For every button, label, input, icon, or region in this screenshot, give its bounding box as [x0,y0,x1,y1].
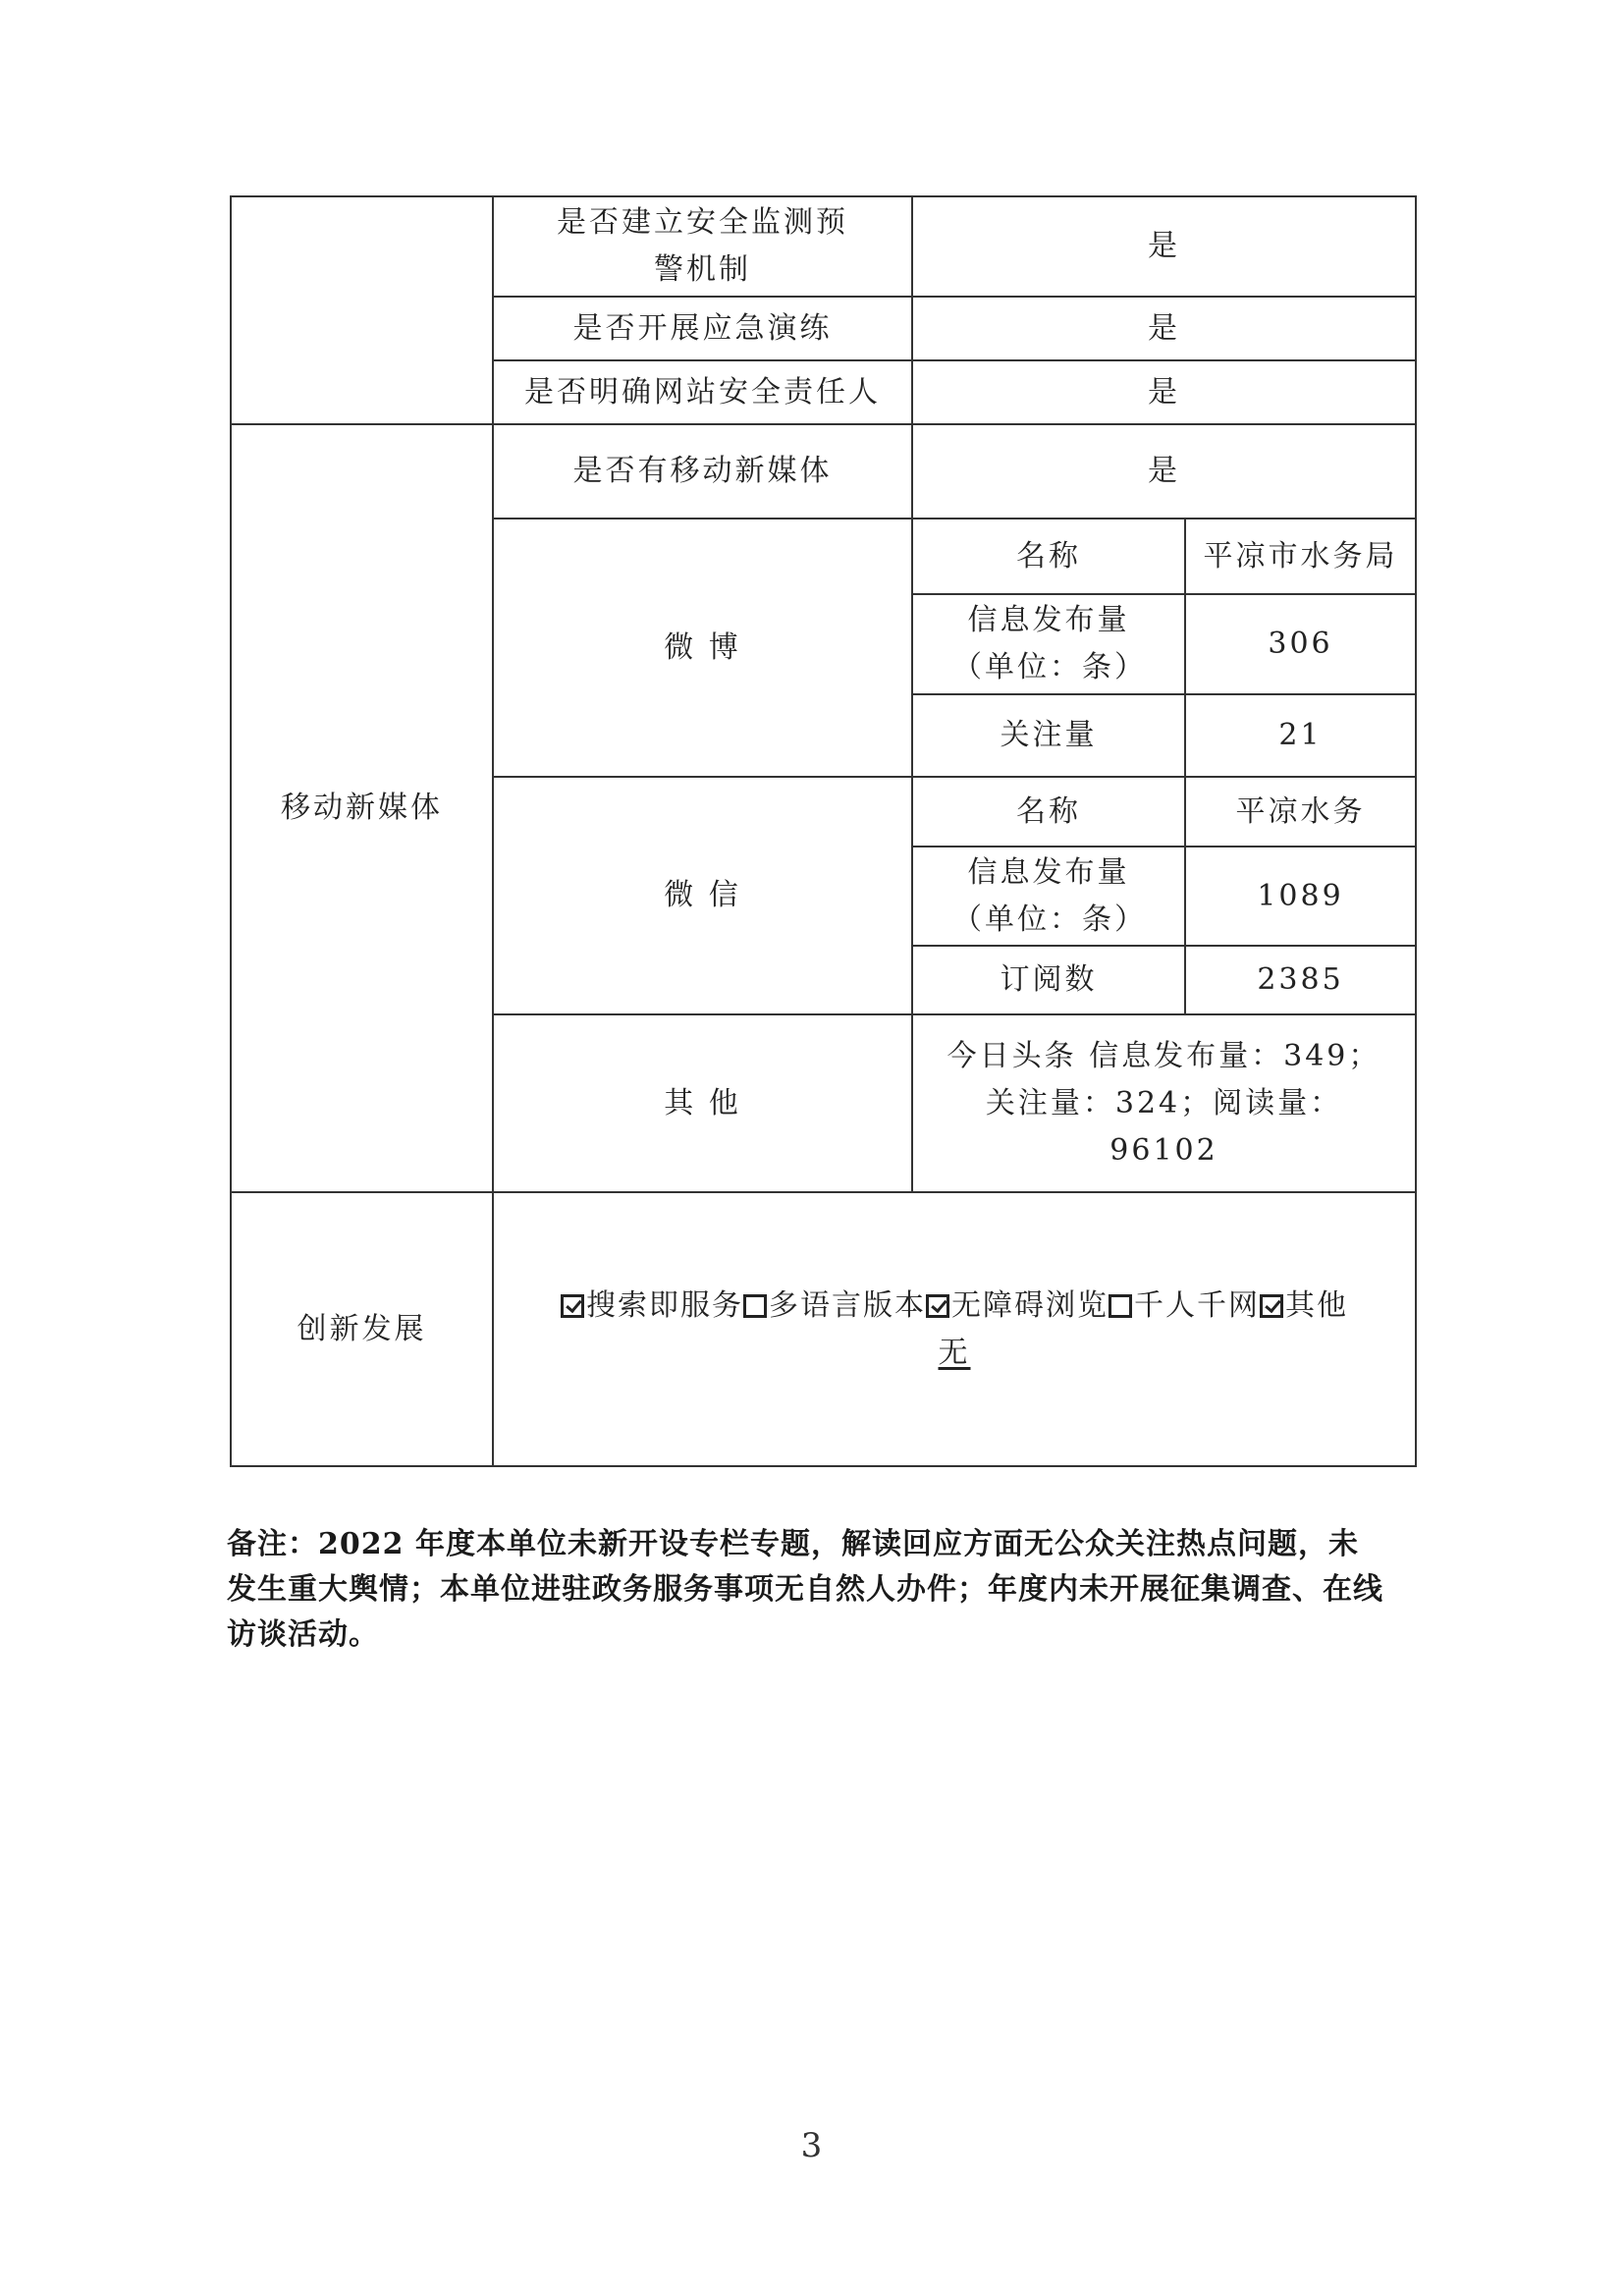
wechat-name-label: 名称 [912,777,1185,847]
checked-box-icon[interactable] [926,1294,949,1318]
monitoring-value: 是 [912,196,1416,297]
weibo-followers-label: 关注量 [912,694,1185,777]
checked-box-icon[interactable] [1260,1294,1283,1318]
innovation-category: 创新发展 [231,1192,493,1466]
remark-note: 备注：2022 年度本单位未新开设专栏专题，解读回应方面无公众关注热点问题，未发生重大舆情；本单位进驻政务服务事项无自然人办件；年度内未开展征集调查、在线访谈活动。 [227,1527,1383,1652]
option-label: 千人千网 [1134,1287,1260,1323]
table-row [231,424,1416,519]
drill-value: 是 [912,297,1416,360]
weibo-name-label: 名称 [912,519,1185,594]
wechat-subscribers-label: 订阅数 [912,946,1185,1014]
option-label: 无障碍浏览 [951,1287,1109,1323]
innovation-option [743,1288,926,1323]
has-mobile-media-value: 是 [912,424,1416,519]
drill-label: 是否开展应急演练 [493,297,912,360]
has-mobile-media-label: 是否有移动新媒体 [493,424,912,519]
checked-box-icon[interactable] [561,1294,584,1318]
table-row [231,196,1416,297]
wechat-posts-value: 1089 [1185,847,1416,946]
innovation-options [493,1192,1416,1466]
page-number: 3 [800,2126,823,2165]
innovation-option [1260,1288,1348,1323]
option-label: 多语言版本 [769,1287,926,1323]
wechat-posts-label: 信息发布量（单位：条） [912,847,1185,946]
mobile-media-category: 移动新媒体 [231,424,493,1192]
security-owner-label: 是否明确网站安全责任人 [493,360,912,424]
table-row [231,1192,1416,1466]
option-label: 其他 [1285,1287,1348,1323]
innovation-option [561,1288,743,1323]
security-owner-value: 是 [912,360,1416,424]
weibo-posts-label: 信息发布量（单位：条） [912,594,1185,694]
security-category-cell [231,196,493,424]
unchecked-box-icon[interactable] [1109,1294,1132,1318]
wechat-label: 微 信 [493,777,912,1014]
weibo-posts-value: 306 [1185,594,1416,694]
wechat-subscribers-value: 2385 [1185,946,1416,1014]
wechat-name-value: 平凉水务 [1185,777,1416,847]
innovation-other-value: 无 [938,1335,971,1370]
option-label: 搜索即服务 [586,1287,743,1323]
other-media-value: 今日头条 信息发布量：349；关注量：324；阅读量：96102 [912,1014,1416,1192]
weibo-label: 微 博 [493,519,912,777]
innovation-option [926,1288,1109,1323]
innovation-option [1109,1288,1260,1323]
unchecked-box-icon[interactable] [743,1294,767,1318]
weibo-name-value: 平凉市水务局 [1185,519,1416,594]
monitoring-label: 是否建立安全监测预警机制 [493,196,912,297]
other-media-label: 其 他 [493,1014,912,1192]
report-table [230,195,1417,1467]
weibo-followers-value: 21 [1185,694,1416,777]
